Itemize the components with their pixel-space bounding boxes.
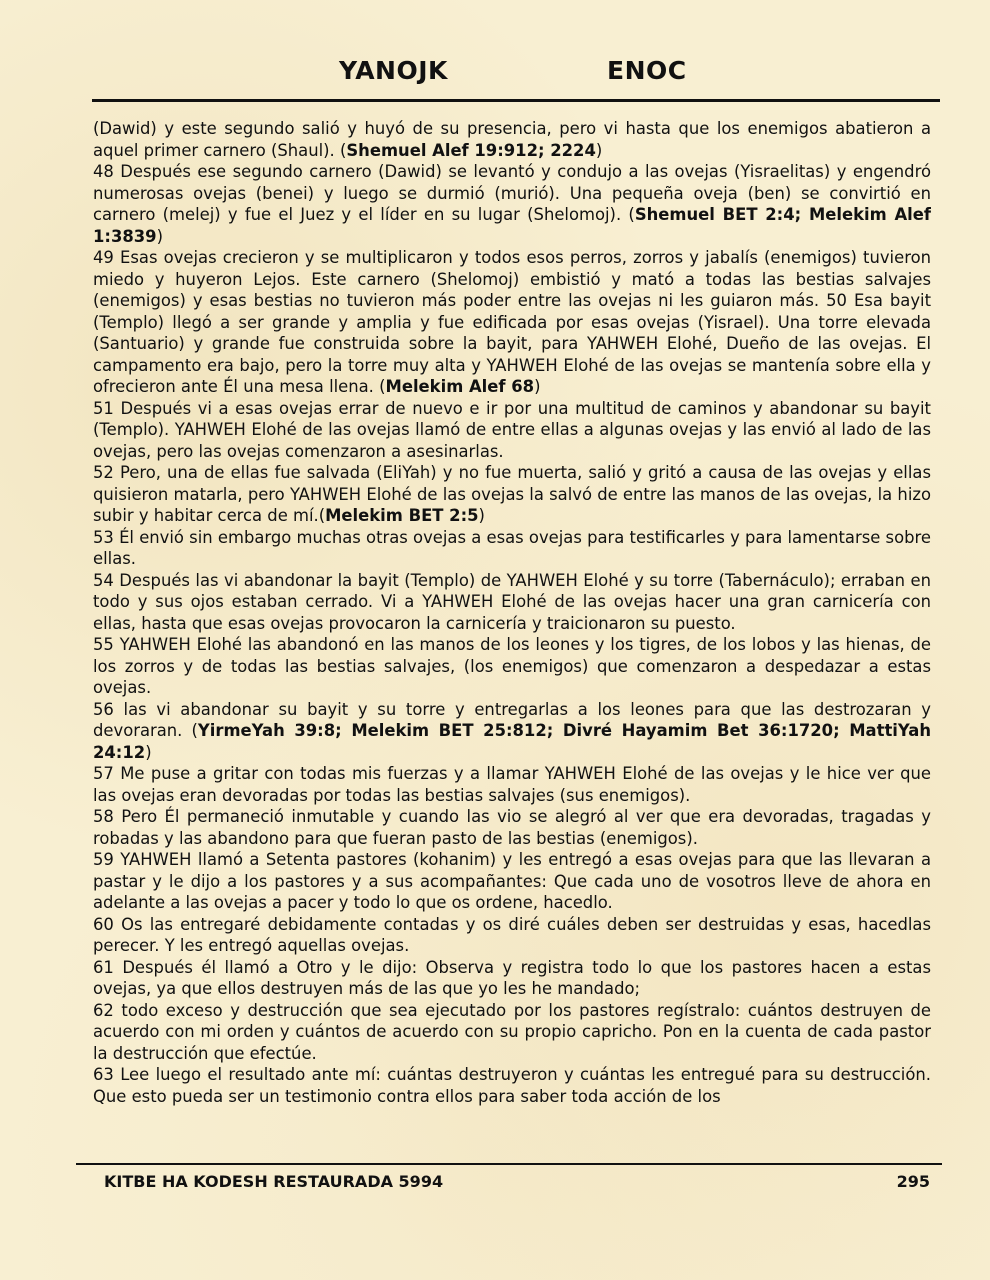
verse-text: 61 Después él llamó a Otro y le dijo: Observa y registra todo lo que los pastores hacen a estas ovejas, ya que ellos destruyen más de las que yo les he mandado; (93, 957, 931, 998)
verse-text: 56 las vi abandonar su bayit y su torre y entregarlas a los leones para que las destrozaran y devoraran. ( (93, 699, 931, 740)
page-body (93, 118, 931, 1158)
verse-text: ) (145, 742, 152, 762)
page-header (0, 56, 990, 92)
verse-text: 57 Me puse a gritar con todas mis fuerzas y a llamar YAHWEH Elohé de las ovejas y le hice ver que las ovejas eran devoradas por todas las bestias salvajes (sus enemigos). (93, 764, 931, 805)
page-footer (0, 1172, 990, 1196)
verse-text: 60 Os las entregaré debidamente contadas y os diré cuáles deben ser destruidas y esas, hacedlas perecer. Y les entregó aquellas ovejas. (93, 914, 931, 955)
verse-text: ) (156, 226, 163, 246)
verse-text: 55 YAHWEH Elohé las abandonó en las manos de los leones y los tigres, de los lobos y las hienas, de los zorros y de todas las bestias salvajes, (los enemigos) que comenzaron a despedazar a estas ovejas. (93, 635, 931, 697)
scripture-reference: Melekim BET 2:5 (325, 506, 479, 525)
verse-text: 58 Pero Él permaneció inmutable y cuando las vio se alegró al ver que era devoradas, tragadas y robadas y las abandono para que fueran pasto de las bestias (enemigos). (93, 807, 931, 848)
verse-text: 59 YAHWEH llamó a Setenta pastores (kohanim) y les entregó a esas ovejas para que las llevaran a pastar y le dijo a los pastores y a sus acompañantes: Que cada uno de vosotros lleve de ahora en adelante a las ovejas a pacer y todo lo que os ordene, hacedlo. (93, 850, 931, 912)
verse-paragraph (93, 118, 931, 161)
verse-text: 53 Él envió sin embargo muchas otras ovejas a esas ovejas para testificarles y para lamentarse sobre ellas. (93, 527, 931, 568)
verse-paragraph (93, 570, 931, 635)
verse-paragraph (93, 634, 931, 699)
verse-paragraph (93, 161, 931, 247)
verse-paragraph (93, 957, 931, 1000)
verse-paragraph (93, 849, 931, 914)
verse-paragraph (93, 398, 931, 463)
verse-text: 49 Esas ovejas crecieron y se multiplicaron y todos esos perros, zorros y jabalís (enemigos) tuvieron miedo y huyeron Lejos. Este carnero (Shelomoj) embistió y mató a todas las bestias salvajes (enemigos) y esas bestias no tuvieron más poder entre las ovejas ni les guiaron más. 50 Esa bayit (Templo) llegó a ser grande y amplia y fue edificada por esas ovejas (Yisrael). Una torre elevada (Santuario) y grande fue construida sobre la bayit, para YAHWEH Elohé, Dueño de las ovejas. El campamento era bajo, pero la torre muy alta y YAHWEH Elohé de las ovejas se mantenía sobre ella y ofrecieron ante Él una mesa llena. ( (93, 248, 931, 396)
page-number: 295 (896, 1172, 930, 1191)
header-title-right: ENOC (607, 56, 687, 85)
verse-text: 63 Lee luego el resultado ante mí: cuántas destruyeron y cuántas les entregué para su destrucción. Que esto pueda ser un testimonio contra ellos para saber toda acción de los (93, 1065, 931, 1106)
verse-paragraph (93, 699, 931, 764)
verse-text: 51 Después vi a esas ovejas errar de nuevo e ir por una multitud de caminos y abandonar su bayit (Templo). YAHWEH Elohé de las ovejas llamó de entre ellas a algunas ovejas y las envió al lado de las ovejas, pero las ovejas comenzaron a asesinarlas. (93, 398, 931, 461)
verse-paragraph (93, 763, 931, 806)
verse-paragraph (93, 462, 931, 527)
verse-paragraph (93, 247, 931, 398)
header-divider (92, 99, 940, 102)
verse-text: 54 Después las vi abandonar la bayit (Templo) de YAHWEH Elohé y su torre (Tabernáculo); erraban en todo y sus ojos estaban cerrado. Vi a YAHWEH Elohé de las ovejas hacer una gran carnicería con ellas, hasta que esas ovejas provocaron la carnicería y traicionaron su puesto. (93, 570, 931, 633)
verse-text: ) (534, 377, 541, 396)
verse-text: 52 Pero, una de ellas fue salvada (EliYah) y no fue muerta, salió y gritó a causa de las ovejas y ellas quisieron matarla, pero YAHWEH Elohé de las ovejas la salvó de entre las manos de las ovejas, la hizo subir y habitar cerca de mí.( (93, 463, 931, 525)
verse-paragraph (93, 1000, 931, 1065)
verse-text: (Dawid) y este segundo salió y huyó de su presencia, pero vi hasta que los enemigos abatieron a aquel primer carnero (Shaul). ( (93, 119, 931, 160)
verse-text: ) (595, 140, 603, 160)
scripture-reference: Shemuel Alef 19:912; 2224 (346, 140, 596, 160)
verse-paragraph (93, 527, 931, 570)
verse-paragraph (93, 914, 931, 957)
footer-divider (76, 1163, 942, 1165)
verse-paragraph (93, 806, 931, 849)
scripture-reference: YirmeYah 39:8; Melekim BET 25:812; Divré Hayamim Bet 36:1720; MattiYah 24:12 (93, 721, 931, 762)
verse-text: 62 todo exceso y destrucción que sea ejecutado por los pastores regístralo: cuántos destruyen de acuerdo con mi orden y cuántos de acuerdo con su propio capricho. Pon en la cuenta de cada pastor la destrucción que efectúe. (93, 1000, 931, 1063)
verse-text: 48 Después ese segundo carnero (Dawid) se levantó y condujo a las ovejas (Yisraelitas) y engendró numerosas ovejas (benei) y luego se durmió (murió). Una pequeña oveja (ben) se convirtió en carnero (melej) y fue el Juez y el líder en su lugar (Shelomoj). ( (93, 162, 931, 224)
verse-text: ) (478, 506, 485, 525)
scripture-reference: Shemuel BET 2:4; Melekim Alef 1:3839 (93, 205, 931, 246)
footer-book-title: KITBE HA KODESH RESTAURADA 5994 (104, 1172, 444, 1191)
verse-paragraph (93, 1064, 931, 1107)
scripture-reference: Melekim Alef 68 (385, 377, 535, 396)
header-title-left: YANOJK (339, 56, 448, 85)
